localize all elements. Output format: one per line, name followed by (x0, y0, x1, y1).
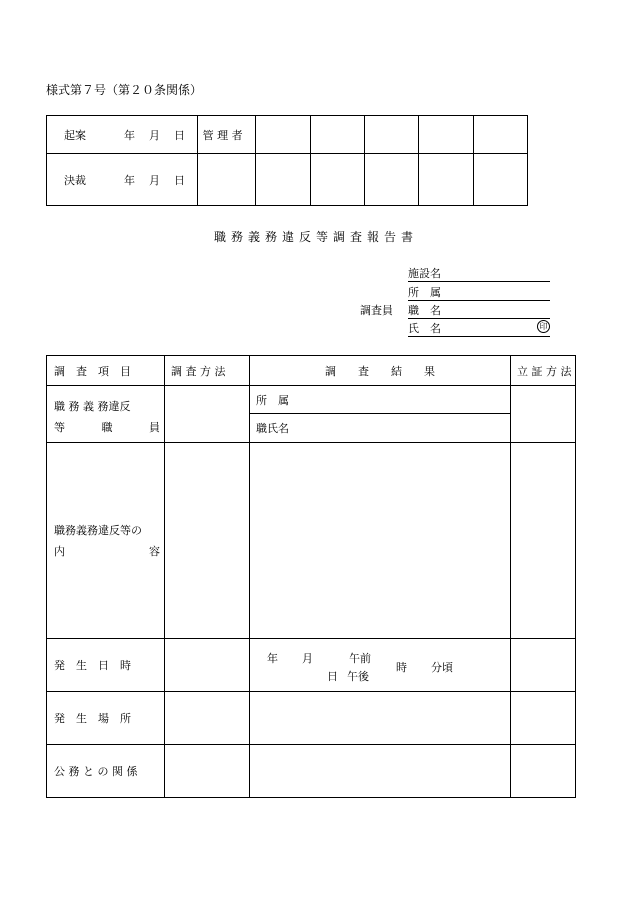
datetime-label: 発 生 日 時 (47, 639, 165, 692)
place-label: 発 生 場 所 (47, 692, 165, 745)
header-item: 調 査 項 目 (47, 356, 165, 386)
seal-mark: 印 (537, 320, 550, 333)
table-row (47, 745, 576, 798)
staff-method-cell[interactable] (165, 386, 250, 443)
affiliation-field[interactable] (408, 284, 550, 301)
facility-field[interactable] (408, 265, 550, 282)
dt-am: 午前 (349, 652, 371, 665)
datetime-method-cell[interactable] (165, 639, 250, 692)
place-method-cell[interactable] (165, 692, 250, 745)
draft-label: 起案 (64, 128, 86, 142)
approval-stamp-cell[interactable] (310, 116, 364, 154)
content-method-cell[interactable] (165, 443, 250, 639)
staff-proof-cell[interactable] (511, 386, 576, 443)
affiliation-label: 所 属 (408, 286, 441, 299)
duty-result-cell[interactable] (250, 745, 511, 798)
decision-year: 年 (124, 173, 135, 187)
place-result-cell[interactable] (250, 692, 511, 745)
duty-proof-cell[interactable] (511, 745, 576, 798)
investigation-table (46, 355, 576, 798)
datetime-proof-cell[interactable] (511, 639, 576, 692)
approval-stamp-cell[interactable] (364, 154, 418, 206)
place-proof-cell[interactable] (511, 692, 576, 745)
header-proof: 立 証 方 法 (511, 356, 576, 386)
dt-year: 年 (267, 652, 278, 665)
position-label: 職 名 (408, 304, 441, 317)
decision-cell (47, 154, 198, 206)
draft-year: 年 (124, 128, 135, 142)
staff-line2-b: 職 (101, 421, 113, 434)
approval-stamp-cell[interactable] (473, 116, 527, 154)
report-title: 職務義務違反等調査報告書 (214, 230, 419, 244)
content-result-cell[interactable] (250, 443, 511, 639)
staff-line2 (54, 419, 160, 435)
form-number: 様式第７号（第２０条関係） (46, 83, 203, 97)
dt-day: 日 (327, 670, 338, 683)
content-line2 (54, 543, 160, 559)
name-field[interactable] (408, 320, 550, 337)
header-result: 調 査 結 果 (250, 356, 511, 386)
content-cell (47, 443, 165, 639)
staff-name-cell[interactable] (250, 414, 511, 443)
duty-method-cell[interactable] (165, 745, 250, 798)
staff-affiliation-label: 所 属 (256, 394, 289, 407)
draft-day: 日 (174, 128, 185, 142)
approval-stamp-cell[interactable] (197, 154, 256, 206)
staff-cell (47, 386, 165, 443)
content-line2-a: 内 (54, 545, 65, 558)
approval-table (46, 115, 528, 206)
dt-month: 月 (302, 652, 313, 665)
decision-label: 決裁 (64, 173, 86, 187)
table-row (47, 639, 576, 692)
approval-stamp-cell[interactable] (473, 154, 527, 206)
content-proof-cell[interactable] (511, 443, 576, 639)
manager-label: 管 理 者 (197, 116, 256, 154)
staff-line2-c: 員 (149, 421, 160, 434)
approval-stamp-cell[interactable] (256, 154, 310, 206)
table-row (47, 386, 576, 414)
approval-stamp-cell[interactable] (364, 116, 418, 154)
content-line1: 職務義務違反等の (54, 524, 142, 537)
dt-pm: 午後 (347, 670, 369, 683)
draft-month: 月 (149, 128, 160, 142)
investigator-label: 調査員 (360, 304, 393, 317)
header-method: 調 査 方 法 (165, 356, 250, 386)
approval-stamp-cell[interactable] (310, 154, 364, 206)
position-field[interactable] (408, 302, 550, 319)
decision-month: 月 (149, 173, 160, 187)
staff-line1: 職 務 義 務違反 (54, 400, 131, 413)
facility-label: 施設名 (408, 267, 441, 280)
decision-day: 日 (174, 173, 185, 187)
approval-stamp-cell[interactable] (256, 116, 310, 154)
approval-stamp-cell[interactable] (419, 154, 473, 206)
table-header-row (47, 356, 576, 386)
staff-affiliation-cell[interactable] (250, 386, 511, 414)
content-line2-b: 容 (149, 545, 160, 558)
table-row (47, 443, 576, 639)
dt-hour: 時 (396, 661, 407, 674)
dt-minute: 分頃 (431, 661, 453, 674)
datetime-result-cell[interactable] (250, 639, 511, 692)
approval-stamp-cell[interactable] (419, 116, 473, 154)
staff-line2-a: 等 (54, 421, 65, 434)
staff-position-name-label: 職氏名 (256, 422, 289, 435)
table-row (47, 692, 576, 745)
name-label: 氏 名 (408, 322, 441, 335)
duty-relation-label: 公 務 と の 関 係 (47, 745, 165, 798)
draft-cell (47, 116, 198, 154)
